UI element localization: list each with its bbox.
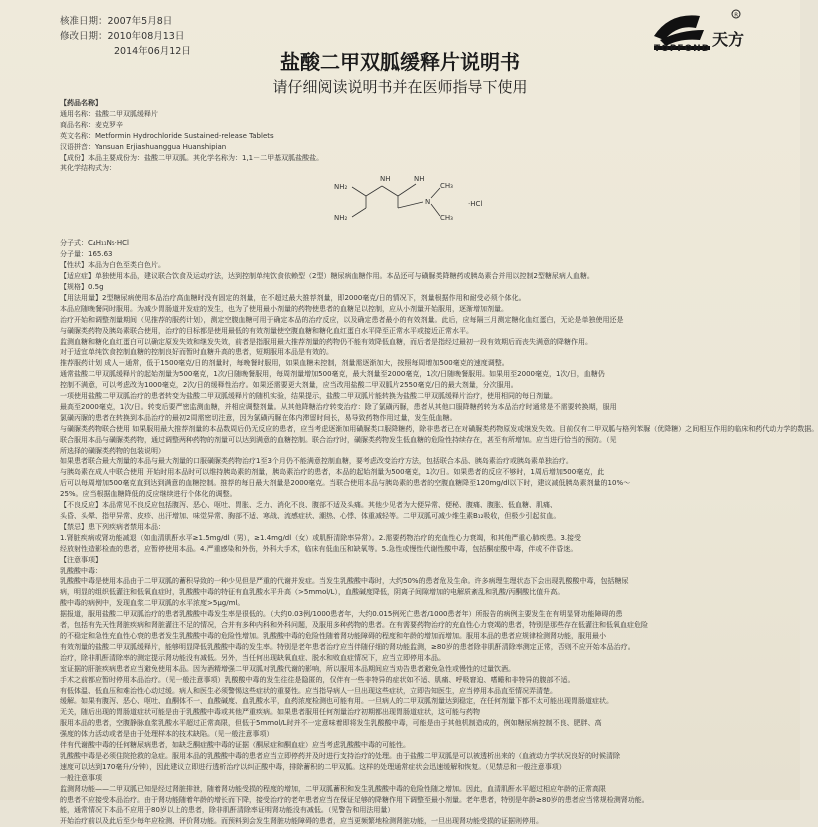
body-line: 氯磺丙脲的患者在转换到本品治疗的最初2周需密切注意，因为氯磺丙脲在体内滞留时间长，易导致药物作用过量，发生低血糖。 (60, 413, 457, 422)
body-line: 25%。应当根据血糖降低的反应继续进行个体化的调整。 (60, 490, 237, 499)
body-line: 乳酸酸中毒是必须住院抢救的急症。服用本品的乳酸酸中毒的患者应当立即停药并及时进行支持治疗的处理。由于盐酸二甲双胍是可以被透析出来的（血液动力学状况良好的时候清除 (60, 751, 620, 760)
body-line: 所选择的磺脲类药物的包装说明） (60, 446, 165, 455)
ch3-label-bottom: CH₃ (440, 214, 453, 223)
body-line: 能，通常情况下本品不应用于80岁以上的患者，除非肌酐清除率证明肾功能没有减低。（见警告和用法用量） (60, 806, 395, 815)
body-line: 【注意事项】 (60, 555, 102, 564)
drug-name-heading: 【药品名称】 (60, 99, 102, 107)
hcl-label: ·HCl (468, 200, 483, 209)
ch3-label-top: CH₃ (440, 182, 453, 191)
body-line: 一项使用盐酸二甲双胍治疗的患者转变为盐酸二甲双胍缓释片的随机实验，结果提示，盐酸二甲双胍片能转换为盐酸二甲双胍缓释片治疗，使用相同的每日剂量。 (60, 392, 557, 401)
body-line: 据报道，服用盐酸二甲双胍治疗的患者乳酸酸中毒发生率是很低的。（大约0.03例/1000患者年，大约0.015例死亡患者/1000患者年）所报告的病例主要发生在有明显肾功能障碍的患 (60, 610, 623, 619)
logo-chinese: 天方 (712, 30, 745, 49)
structure-diagram (332, 176, 512, 238)
body-line: 服用本品的患者，空腹静脉血浆乳酸水平超过正常高限，但低于5mmol/L时并不一定意味着即将发生乳酸酸中毒，可能是由于其他机制造成的，例如糖尿病控制不良、肥胖、高 (60, 719, 602, 728)
composition: 【成份】本品主要成份为：盐酸二甲双胍。其化学名称为：1,1－二甲基双胍盐酸盐。 (60, 153, 324, 162)
body-line: 伴有代谢酸中毒的任何糖尿病患者，如缺乏酮症酸中毒的证据（酮尿症和酮血症）应当考虑乳酸酸中毒的可能性。 (60, 741, 410, 750)
body-line: 的不稳定和急性充血性心衰的患者发生乳酸酸中毒的危险性增加。乳酸酸中毒的危险性随着肾功能障碍的程度和年龄的增加而增加。服用本品的患者应规律检测肾功能，服用最小 (60, 631, 606, 640)
body-line: 治疗，除非肌酐清除率的测定提示肾功能没有减低。另外，当任何出现缺氧血症、脱水和败血症情况下，应当立即停用本品。 (60, 653, 445, 662)
body-line: 最高至2000毫克，1次/日。转变后要严密监测血糖，并相应调整剂量。从其他降糖治疗转变治疗：除了氯磺丙脲，患者从其他口服降糖药转为本品治疗时通常是不需要转换期，服用 (60, 402, 617, 411)
body-line: 一般注意事项 (60, 773, 102, 782)
molecular-weight: 分子量：165.63 (60, 250, 113, 259)
body-line: 后可以每周增加500毫克直到达到满意的血糖控制。推荐的每日最大剂量是2000毫克。当联合使用本品与胰岛素的患者的空腹血糖降至120mg/dl以下时，建议减低胰岛素剂量的10%～ (60, 479, 631, 488)
body-line: 【规格】0.5g (60, 282, 104, 291)
n-label: N (425, 198, 431, 207)
body-line: 控制不满意，可以考虑改为1000毫克，2次/日的缓释性治疗。如果还需要更大剂量，应当改用盐酸二甲双胍片2550毫克/日的最大剂量，分次服用。 (60, 381, 518, 390)
body-line: 推荐服药计划 成人－通常，低于1500毫克/日的剂量时，每晚餐时服用，如果血糖未控制，剂量需逐渐加大，按照每周增加500毫克的速度调整。 (60, 359, 509, 368)
body-line: 通常盐酸二甲双胍缓释片的起始剂量为500毫克，1次/日随晚餐服用，每周剂量增加500毫克，最大剂量至2000毫克，1次/日随晚餐服用。如果用至2000毫克，1次/日，血糖仍 (60, 370, 605, 379)
body-line: 【用法用量】2型糖尿病使用本品治疗高血糖时没有固定的剂量，在不超过最大推荐剂量，即2000毫克/日的情况下，剂量根据作用和耐受必须个体化。 (60, 293, 526, 302)
body-line: 病，明显的组织低灌注和低氧血症时，乳酸酸中毒的特征有血乳酸水平升高（>5mmol/L），血酸碱度降低，阴离子间隙增加的电解质紊乱和乳酸/丙酮酸比值升高。 (60, 588, 565, 597)
body-line: 监测血糖和糖化血红蛋白可以确定原发失效和继发失效，前者是指服用最大推荐剂量的药物仍不能有效降低血糖，而后者是指经过最初一段有效期后而丧失满意的降糖作用。 (60, 337, 592, 346)
body-line: 联合服用本品与磺脲类药物，通过调整两种药物的剂量可以达到满意的血糖控制。联合治疗时，磺脲类药物发生低血糖的危险性持续存在，甚至有所增加。应当进行恰当的预防。（见 (60, 435, 617, 444)
body-line: 本品应随晚餐同时服用。为减少胃肠道并发症的发生，也为了使用最小剂量的药物使患者的血糖足以控制，应从小剂量开始服用，逐渐增加剂量。 (60, 304, 508, 313)
nh-label-left: NH (380, 175, 391, 184)
body-line: 酸中毒的病例中，发现血浆二甲双胍的水平浓度>5μg/ml。 (60, 599, 245, 608)
revision-date-1: 修改日期：2010年08月13日 (60, 31, 185, 42)
leaflet-body (60, 98, 818, 827)
trade-name: 商品名称：麦克罗辛 (60, 120, 123, 129)
body-line: 无关，随后出现的胃肠道症状可能是由于乳酸酸中毒或其他严重疾病。如果患者服用任何剂量治疗初期都出现胃肠道症状，这可能与药物 (60, 708, 480, 717)
body-line: 室证据的肝脏疾病患者应当避免使用本品。因为酒精增强二甲双胍对乳酸代谢的影响，所以服用本品期间应当劝告患者避免急性或慢性的过量饮酒。 (60, 664, 515, 673)
body-line: 的患者不应接受本品治疗。由于肾功能随着年龄的增长而下降，接受治疗的老年患者应当在保证足够的降糖作用下调整至最小剂量。老年患者，特别是年龄≥80岁的患者应当常规检测肾功能。 (60, 795, 649, 804)
pinyin-name: 汉语拼音：Yansuan Erjiashuanggua Huanshipian (60, 142, 227, 151)
body-line: 如果患者联合最大剂量的本品与最大剂量的口服磺脲类药物治疗1至3个月仍不能满意控制血糖，要考虑改变治疗方法，包括联合本品、胰岛素治疗或胰岛素单独治疗。 (60, 457, 573, 466)
body-line: 有效剂量的盐酸二甲双胍缓释片，能够明显降低乳酸酸中毒的发生率。特别是老年患者治疗应当伴随仔细的肾功能监测，≥80岁的患者除非肌酐清除率测定正常，否则不应开始本品治疗。 (60, 642, 635, 651)
logo-wordmark: TOPFOND (654, 44, 711, 54)
body-line: 经放射性造影检查的患者，应暂停使用本品。4.严重感染和外伤，外科大手术，临床有低血压和缺氧等。5.急性或慢性代谢性酸中毒，包括酮症酸中毒，伴或不伴昏迷。 (60, 544, 578, 553)
body-line: 强度的体力活动或者是由于处理样本的技术缺陷。（见一般注意事项） (60, 730, 274, 739)
body-line: 乳酸酸中毒： (60, 566, 102, 575)
body-line: 与磺脲类药物及胰岛素联合使用，治疗的目标都是使用最低的有效剂量使空腹血糖和糖化血红蛋白水平降至正常水平或接近正常水平。 (60, 326, 473, 335)
body-line: 监测肾功能——二甲双胍已知是经过肾脏排泄，随着肾功能受损的程度的增加，二甲双胍蓄积和发生乳酸酸中毒的危险性随之增加。因此，血清肌酐水平超过相应年龄的正常高限 (60, 784, 606, 793)
body-line: 【禁忌】患下列疾病者禁用本品： (60, 522, 165, 531)
body-line: 者，包括有先天性肾脏疾病和肾脏灌注不足的情况，合并有多种内科和外科问题，及服用多种药物的患者。在有需要药物治疗的充血性心力衰竭的患者，特别是那些存在低灌注和低氧血症危险 (60, 621, 648, 630)
nh-label-right: NH (414, 175, 425, 184)
structure-label: 其化学结构式为： (60, 164, 116, 173)
body-line: 手术之前都应暂时停用本品治疗。（见一般注意事项）乳酸酸中毒的发生往往是隐匿的，仅伴有一些非特异的症状如不适、肌痛、呼吸窘迫、嗜睡和非特异的腹部不适。 (60, 675, 575, 684)
nh2-label-bottom: NH₂ (334, 214, 348, 223)
body-line: 对于适宜单纯饮食控制血糖的控制良好而暂时血糖升高的患者，短期服用本品是有效的。 (60, 348, 333, 357)
body-line: 与磺脲类药物联合使用 如果服用最大推荐剂量的本品数周后仍无反应的患者，应当考虑逐渐加用磺脲类口服降糖药，除非患者已在对磺脲类药物原发或继发失效。目前仅有二甲双胍与格列苯脲（优降糖）之间相互作用的临床和药代动力学的数据。 (60, 424, 818, 433)
body-line: 【不良反应】本品常见不良反应包括腹泻、恶心、呕吐、胃胀、乏力、消化不良、腹部不适及头痛。其他少见者为大便异常、便秘、腹痛、腹胀、低血糖、肌痛、 (60, 501, 557, 510)
body-line: 有低体温、低血压和难治性心动过缓。病人和医生必须警惕这些症状的重要性。应当指导病人一旦出现这些症状，立即告知医生，应当停用本品直至情况弄清楚。 (60, 686, 557, 695)
body-line: 速度可以达到170毫升/分钟），因此建议立即进行透析治疗以纠正酸中毒，排除蓄积的二甲双胍。这样的处理通常症状会迅速缓解和恢复。（见禁忌和一般注意事项） (60, 762, 566, 771)
body-line: 与胰岛素在成人中联合使用 开始时用本品时可以维持胰岛素的剂量，胰岛素治疗的患者，本品的起始剂量为500毫克，1次/日。如果患者的反应不够时，1周后增加500毫克，此 (60, 468, 605, 477)
body-line: 【适应症】单独使用本品，建议联合饮食及运动疗法，达到控制单纯饮食依赖型（2型）糖尿病血糖作用。本品还可与磺脲类降糖药或胰岛素合并用以控制2型糖尿病人血糖。 (60, 272, 594, 281)
english-name: 英文名称：Metformin Hydrochloride Sustained-release Tablets (60, 131, 274, 140)
body-line: 开始治疗前以及此后至少每年应检测、评价肾功能。而预料到会发生肾脏功能障碍的患者，应当更频繁地检测肾脏功能，一旦出现肾功能受损的证据则停用。 (60, 817, 543, 826)
molecular-formula: 分子式：C₄H₁₁N₅·HCl (60, 239, 129, 248)
body-line: 治疗开始和调整剂量期间（见推荐的服药计划），测定空腹血糖可用于确定本品的治疗反应，以及确定患者最小的有效剂量。此后，应每隔三月测定糖化血红蛋白，无论是单独使用还是 (60, 315, 624, 324)
body-line: 1.肾脏疾病或肾功能减退（如血清肌酐水平≥1.5mg/dl（男），≥1.4mg/dl（女）或肌酐清除率异常）。2.需要药物治疗的充血性心力衰竭，和其他严重心肺疾患。3.接受 (60, 533, 582, 542)
revision-date-2: 2014年06月12日 (114, 46, 191, 57)
approval-date: 核准日期：2007年5月8日 (60, 16, 173, 27)
body-line: 【性状】本品为白色至类白色片。 (60, 261, 165, 270)
generic-name: 通用名称：盐酸二甲双胍缓释片 (60, 109, 158, 118)
nh2-label-top: NH₂ (334, 183, 348, 192)
body-line: 乳酸酸中毒是使用本品由于二甲双胍的蓄积导致的一种少见但是严重的代谢并发症。当发生乳酸酸中毒时，大约50%的患者危及生命。许多病理生理状态下会出现乳酸酸中毒，包括糖尿 (60, 577, 629, 586)
document-title: 盐酸二甲双胍缓释片说明书 (280, 50, 520, 74)
chemical-structure (60, 174, 762, 238)
body-line: 缓解。如果有腹泻、恶心、呕吐、血酮体不一、血酸碱度、血乳酸水平，血药浓度检测也可能有用。一旦病人的二甲双胍剂量达到稳定，在任何剂量下都不太可能出现胃肠道症状。 (60, 697, 613, 706)
body-line: 头昏、头晕、指甲异常、皮疹、出汗增加、味觉异常、胸部不适、寒战、流感症状、潮热、心悸、体重减轻等。二甲双胍可减少维生素B₁₂吸收，但极少引起贫血。 (60, 512, 561, 520)
document-subtitle: 请仔细阅读说明书并在医师指导下使用 (272, 78, 528, 96)
svg-text:R: R (734, 12, 739, 19)
